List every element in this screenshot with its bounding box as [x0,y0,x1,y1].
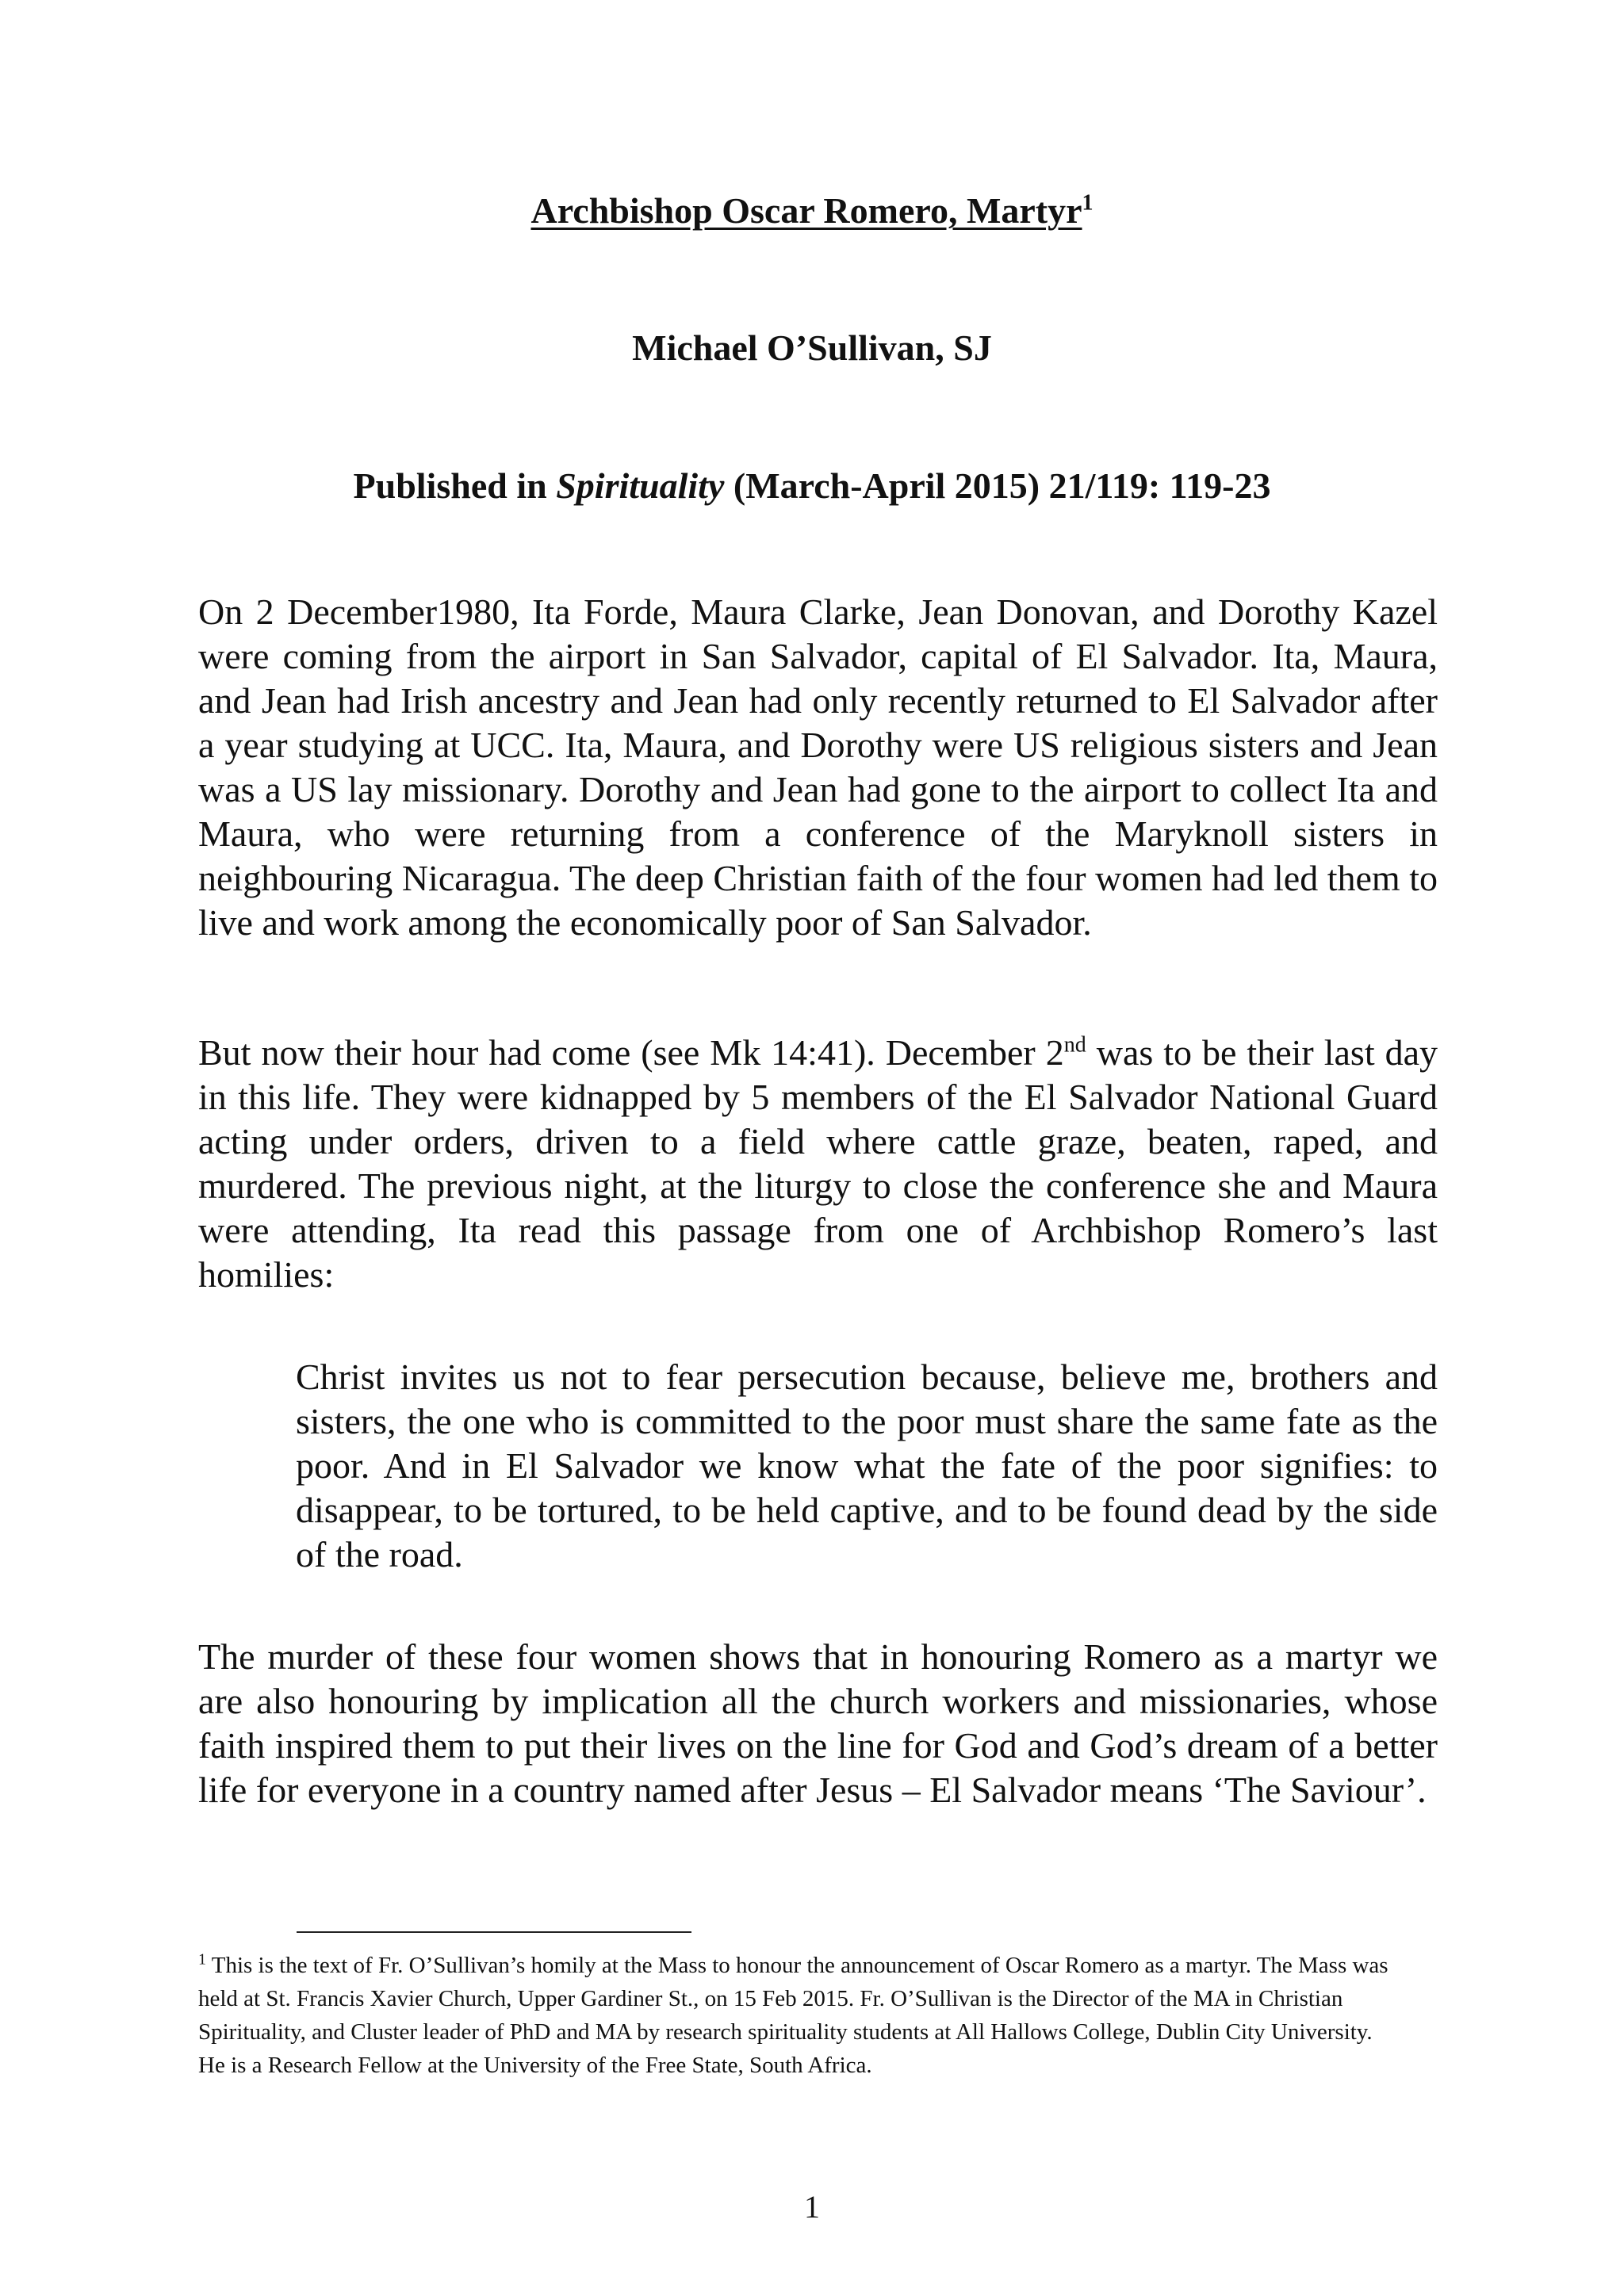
journal-name: Spirituality [556,465,725,506]
ordinal-suffix: nd [1063,1032,1086,1058]
paragraph-2-start: But now their hour had come (see Mk 14:41). December 2 [198,1032,1064,1073]
publication-prefix: Published in [353,465,557,506]
title-text: Archbishop Oscar Romero, Martyr [530,190,1082,231]
block-quote: Christ invites us not to fear persecution because, believe me, brothers and sisters, the one who is committed to the poor must share the same fate as the poor. And in El Salvador we know what the fate of the poor signifies: to disappear, to be tortured, to be held captive, and to be found dead by the side of the road. [296,1357,1438,1575]
title-footnote-ref[interactable]: 1 [1082,190,1094,216]
author-line: Michael O’Sullivan, SJ [632,327,992,368]
publication-suffix: (March-April 2015) 21/119: 119-23 [724,465,1271,506]
page-number: 1 [804,2189,820,2225]
body-paragraph-2 [198,1031,1438,1297]
footnote-marker: 1 [198,1950,206,1969]
document-title [0,189,1624,232]
paragraph-2-end: was to be their last day in this life. They were kidnapped by 5 members of the El Salvador National Guard acting under orders, driven to a field where cattle graze, beaten, raped, and murdered. The previous night, at the liturgy to close the conference she and Maura were attending, Ita read this passage from one of Archbishop Romero’s last homilies: [198,1032,1438,1295]
footnote [198,1949,1404,2082]
publication-line [0,465,1624,507]
footnote-separator [297,1931,691,1933]
body-paragraph-3: The murder of these four women shows that in honouring Romero as a martyr we are also honouring by implication all the church workers and missionaries, whose faith inspired them to put their lives on the line for God and God’s dream of a better life for everyone in a country named after Jesus – El Salvador means ‘The Saviour’. [198,1636,1438,1810]
body-paragraph-1: On 2 December1980, Ita Forde, Maura Clarke, Jean Donovan, and Dorothy Kazel were coming from the airport in San Salvador, capital of El Salvador. Ita, Maura, and Jean had Irish ancestry and Jean had only recently returned to El Salvador after a year studying at UCC. Ita, Maura, and Dorothy were US religious sisters and Jean was a US lay missionary. Dorothy and Jean had gone to the airport to collect Ita and Maura, who were returning from a conference of the Maryknoll sisters in neighbouring Nicaragua. The deep Christian faith of the four women had led them to live and work among the economically poor of San Salvador. [198,591,1438,943]
footnote-text: This is the text of Fr. O’Sullivan’s homily at the Mass to honour the announcement of Oscar Romero as a martyr. The Mass was held at St. Francis Xavier Church, Upper Gardiner St., on 15 Feb 2015. Fr. O’Sullivan is the Director of the MA in Christian Spirituality, and Cluster leader of PhD and MA by research spirituality students at All Hallows College, Dublin City University. He is a Research Fellow at the University of the Free State, South Africa. [198,1953,1388,2078]
